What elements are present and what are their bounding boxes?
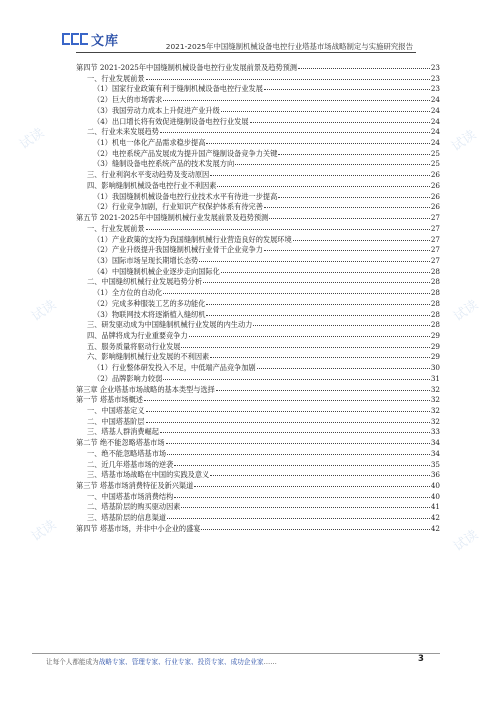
toc-entry-title: （1）全方位的自动化 [93, 288, 163, 298]
toc-entry-title: 一、行业发展前景 [87, 223, 145, 233]
site-logo[interactable] [62, 30, 119, 48]
header-divider [76, 52, 416, 53]
toc-entry[interactable] [76, 256, 440, 267]
table-of-contents [76, 63, 440, 535]
toc-dot-leader [264, 249, 430, 251]
toc-entry-page: 34 [430, 438, 440, 448]
watermark: 试读 [29, 297, 60, 325]
toc-entry-page: 26 [430, 191, 440, 201]
toc-dot-leader [221, 271, 430, 273]
toc-dot-leader [278, 196, 430, 198]
toc-dot-leader [210, 474, 430, 476]
toc-entry[interactable] [76, 95, 440, 106]
toc-entry-page: 34 [430, 448, 440, 458]
toc-entry-page: 27 [430, 213, 440, 223]
toc-dot-leader [269, 217, 430, 219]
toc-dot-leader [217, 185, 429, 187]
toc-entry-title: （1）产业政策的支持为我国缝制机械行业营造良好的发展环境 [93, 234, 292, 244]
toc-entry-title: 二、近几年塔基市场的逆袭 [87, 459, 174, 469]
watermark: 试读 [29, 517, 60, 545]
toc-entry-page: 24 [430, 116, 440, 126]
toc-entry-title: 第三章 企业塔基市场战略的基本类型与选择 [76, 384, 215, 394]
toc-dot-leader [210, 174, 430, 176]
toc-entry[interactable] [76, 438, 440, 449]
toc-dot-leader [298, 67, 430, 69]
toc-dot-leader [167, 453, 430, 455]
toc-entry-title: （4）出口增长将有效促进缝制设备电控行业发展 [93, 116, 249, 126]
toc-entry-title: （1）我国缝制机械设备电控行业技术水平有待进一步提高 [93, 191, 278, 201]
toc-entry-title: （1）行业整体研发投入不足，中低端产品竞争加剧 [93, 363, 256, 373]
toc-dot-leader [206, 142, 429, 144]
toc-entry-page: 28 [430, 277, 440, 287]
toc-entry[interactable] [76, 127, 440, 138]
toc-entry-page: 40 [430, 481, 440, 491]
footer-prefix: 让每个人都能成为 [46, 658, 99, 666]
toc-dot-leader [203, 281, 430, 283]
toc-dot-leader [278, 153, 430, 155]
toc-entry-title: 二、塔基阶层的购买驱动因素 [87, 502, 181, 512]
toc-entry-page: 40 [430, 491, 440, 501]
toc-entry-page: 26 [430, 170, 440, 180]
toc-entry-page: 28 [430, 288, 440, 298]
toc-entry-title: 三、行业利润水平变动趋势及变动原因 [87, 170, 210, 180]
toc-dot-leader [166, 442, 430, 444]
toc-dot-leader [163, 292, 430, 294]
toc-entry-page: 32 [430, 395, 440, 405]
toc-dot-leader [206, 314, 429, 316]
toc-entry-page: 26 [430, 180, 440, 190]
toc-entry-page: 29 [430, 352, 440, 362]
toc-dot-leader [146, 421, 430, 423]
toc-entry-title: （2）行业竞争加剧，行业知识产权保护体系有待完善 [93, 202, 263, 212]
toc-entry[interactable] [76, 374, 440, 385]
toc-entry[interactable] [76, 63, 440, 74]
toc-entry-page: 31 [430, 373, 440, 383]
toc-entry[interactable] [76, 363, 440, 374]
toc-entry[interactable] [76, 513, 440, 524]
toc-entry[interactable] [76, 299, 440, 310]
toc-entry-title: 四、影响缝制机械设备电控行业不利因素 [87, 180, 217, 190]
watermark: 试读 [451, 297, 482, 325]
toc-entry[interactable] [76, 224, 440, 235]
toc-entry-page: 32 [430, 406, 440, 415]
toc-entry-page: 24 [430, 127, 440, 137]
toc-dot-leader [144, 399, 430, 401]
toc-entry-title: 四、品牌将成为行业重要竞争力 [87, 330, 188, 340]
toc-entry[interactable] [76, 202, 440, 213]
toc-entry-title: 二、行业未来发展趋势 [87, 127, 159, 137]
toc-entry-title: （3）我国劳动力成本上升促进产业升级 [93, 105, 220, 115]
toc-entry[interactable] [76, 460, 440, 471]
toc-entry-title: 三、塔基市场战略在中国的实践及意义 [87, 470, 210, 480]
toc-entry-title: 一、中国塔基定义 [87, 406, 145, 415]
toc-dot-leader [181, 506, 429, 508]
toc-entry-page: 28 [430, 266, 440, 276]
toc-entry[interactable] [76, 192, 440, 203]
toc-dot-leader [206, 303, 429, 305]
toc-entry[interactable] [76, 385, 440, 396]
logo-text: 文库 [91, 33, 120, 49]
toc-entry-title: （2）完成多种服装工艺的多功能化 [93, 298, 206, 308]
toc-entry[interactable] [76, 159, 440, 170]
toc-dot-leader [174, 496, 430, 498]
toc-entry[interactable] [76, 342, 440, 353]
toc-dot-leader [146, 78, 430, 80]
toc-entry-title: 第五节 2021-2025年中国缝制机械行业发展前景及趋势预测 [76, 213, 269, 223]
toc-entry[interactable] [76, 84, 440, 95]
toc-entry-page: 23 [430, 84, 440, 94]
toc-entry[interactable] [76, 74, 440, 85]
toc-dot-leader [146, 228, 430, 230]
toc-entry[interactable] [76, 213, 440, 224]
toc-entry[interactable] [76, 524, 440, 535]
toc-dot-leader [189, 335, 430, 337]
toc-entry[interactable] [76, 288, 440, 299]
toc-entry-title: （2）品牌影响力较弱 [93, 373, 163, 383]
toc-entry-page: 23 [430, 73, 440, 83]
toc-dot-leader [250, 121, 430, 123]
page-header [0, 0, 499, 58]
toc-entry-title: （2）产业升级提升我国缝制机械行业骨干企业竞争力 [93, 245, 263, 255]
toc-dot-leader [199, 260, 430, 262]
toc-entry-page: 24 [430, 105, 440, 115]
toc-entry-title: 三、塔基人群消费崛起 [87, 427, 159, 437]
page-number: 3 [418, 654, 424, 664]
toc-entry[interactable] [76, 235, 440, 246]
toc-entry-title: 一、行业发展前景 [87, 73, 145, 83]
toc-entry[interactable] [76, 106, 440, 117]
toc-dot-leader [163, 99, 430, 101]
toc-entry-title: 三、塔基阶层的信息渠道 [87, 513, 167, 523]
toc-entry-title: 一、绝不能忽略塔基市场 [87, 448, 167, 458]
toc-entry-page: 32 [430, 384, 440, 394]
toc-dot-leader [181, 346, 429, 348]
toc-entry-page: 29 [430, 341, 440, 351]
toc-entry[interactable] [76, 481, 440, 492]
toc-entry-page: 41 [430, 502, 440, 512]
toc-entry-page: 27 [430, 255, 440, 265]
watermark: 试读 [451, 527, 482, 555]
toc-entry-title: 第四节 2021-2025年中国缝制机械设备电控行业发展前景及趋势预测 [76, 63, 297, 72]
toc-entry[interactable] [76, 117, 440, 128]
toc-entry-page: 29 [430, 330, 440, 340]
toc-entry-page: 27 [430, 234, 440, 244]
toc-entry-page: 30 [430, 363, 440, 373]
toc-entry-title: 三、研发驱动成为中国缝制机械行业发展的内生动力 [87, 320, 253, 330]
toc-entry-title: 二、中国缝纫机械行业发展趋势分析 [87, 277, 203, 287]
toc-dot-leader [253, 324, 430, 326]
toc-entry-page: 27 [430, 223, 440, 233]
toc-dot-leader [160, 431, 430, 433]
toc-dot-leader [264, 88, 430, 90]
toc-entry[interactable] [76, 245, 440, 256]
toc-dot-leader [221, 110, 430, 112]
toc-dot-leader [293, 239, 430, 241]
toc-entry[interactable] [76, 427, 440, 438]
toc-entry[interactable] [76, 181, 440, 192]
footer-highlight: 战略专家、管理专家、行业专家、投资专家、成功企业家 [98, 658, 264, 666]
toc-entry-page: 23 [430, 63, 440, 72]
toc-dot-leader [194, 485, 430, 487]
toc-entry[interactable] [76, 395, 440, 406]
footer-suffix: …… [263, 658, 277, 666]
toc-dot-leader [257, 367, 430, 369]
toc-entry-page: 27 [430, 245, 440, 255]
toc-entry[interactable] [76, 138, 440, 149]
toc-entry[interactable] [76, 406, 440, 417]
toc-entry[interactable] [76, 267, 440, 278]
toc-dot-leader [146, 410, 430, 412]
toc-entry-title: 一、中国塔基市场消费结构 [87, 491, 174, 501]
toc-dot-leader [163, 378, 430, 380]
footer-divider [32, 653, 440, 654]
toc-entry[interactable] [76, 352, 440, 363]
toc-entry-title: （3）物联网技术将逐渐植入缝纫机 [93, 309, 206, 319]
toc-entry-page: 25 [430, 148, 440, 158]
toc-entry-title: （2）电控系统产品发展成为提升国产缝制设备竞争力关键 [93, 148, 278, 158]
toc-entry-title: 二、中国塔基阶层 [87, 416, 145, 426]
toc-entry[interactable] [76, 331, 440, 342]
toc-entry-title: （3）缝制设备电控系统产品的技术发展方向 [93, 159, 235, 169]
watermark: 试读 [449, 127, 480, 155]
toc-dot-leader [210, 356, 430, 358]
toc-dot-leader [264, 206, 430, 208]
toc-entry-page: 36 [430, 470, 440, 480]
toc-dot-leader [201, 528, 429, 530]
toc-entry[interactable] [76, 449, 440, 460]
toc-entry-page: 28 [430, 298, 440, 308]
toc-entry-title: 五、服务质量将驱动行业发展 [87, 341, 181, 351]
logo-mark-icon [62, 33, 88, 45]
toc-entry-title: （4）中国缝制机械企业逐步走向国际化 [93, 266, 220, 276]
toc-entry-page: 26 [430, 202, 440, 212]
toc-dot-leader [216, 389, 430, 391]
toc-entry-title: （2）巨大的市场需求 [93, 95, 163, 105]
toc-entry-page: 42 [430, 523, 440, 533]
toc-entry-page: 28 [430, 320, 440, 330]
toc-entry-page: 28 [430, 309, 440, 319]
toc-entry[interactable] [76, 310, 440, 321]
toc-dot-leader [167, 517, 430, 519]
toc-entry[interactable] [76, 470, 440, 481]
toc-entry-title: （1）国家行业政策有利于缝制机械设备电控行业发展 [93, 84, 263, 94]
toc-entry[interactable] [76, 170, 440, 181]
toc-entry-title: 第四节 塔基市场，并非中小企业的盛宴 [76, 523, 201, 533]
toc-entry[interactable] [76, 502, 440, 513]
toc-entry-page: 24 [430, 95, 440, 105]
toc-entry-title: 第三节 塔基市场消费特征及新兴渠道 [76, 481, 194, 491]
toc-entry-page: 24 [430, 138, 440, 148]
toc-dot-leader [174, 464, 430, 466]
toc-entry-title: （1）机电一体化产品需求稳步提高 [93, 138, 206, 148]
toc-entry-page: 33 [430, 427, 440, 437]
toc-entry-title: 第二节 绝不能忽略塔基市场 [76, 438, 165, 448]
footer-slogan [46, 656, 277, 666]
toc-entry-title: 六、影响缝制机械行业发展的不利因素 [87, 352, 210, 362]
toc-entry-page: 25 [430, 159, 440, 169]
toc-dot-leader [160, 131, 430, 133]
toc-entry-page: 42 [430, 513, 440, 523]
toc-entry[interactable] [76, 149, 440, 160]
watermark: 试读 [17, 125, 48, 153]
toc-entry-title: 第一节 塔基市场概述 [76, 395, 143, 405]
toc-entry[interactable] [76, 320, 440, 331]
toc-entry[interactable] [76, 492, 440, 503]
toc-entry-page: 35 [430, 459, 440, 469]
toc-entry[interactable] [76, 417, 440, 428]
document-title: 2021-2025年中国缝制机械设备电控行业塔基市场战略制定与实施研究报告 [165, 42, 413, 51]
toc-entry-page: 32 [430, 416, 440, 426]
toc-entry[interactable] [76, 277, 440, 288]
toc-entry-title: （3）国际市场呈现长期增长态势 [93, 255, 199, 265]
toc-dot-leader [235, 163, 430, 165]
